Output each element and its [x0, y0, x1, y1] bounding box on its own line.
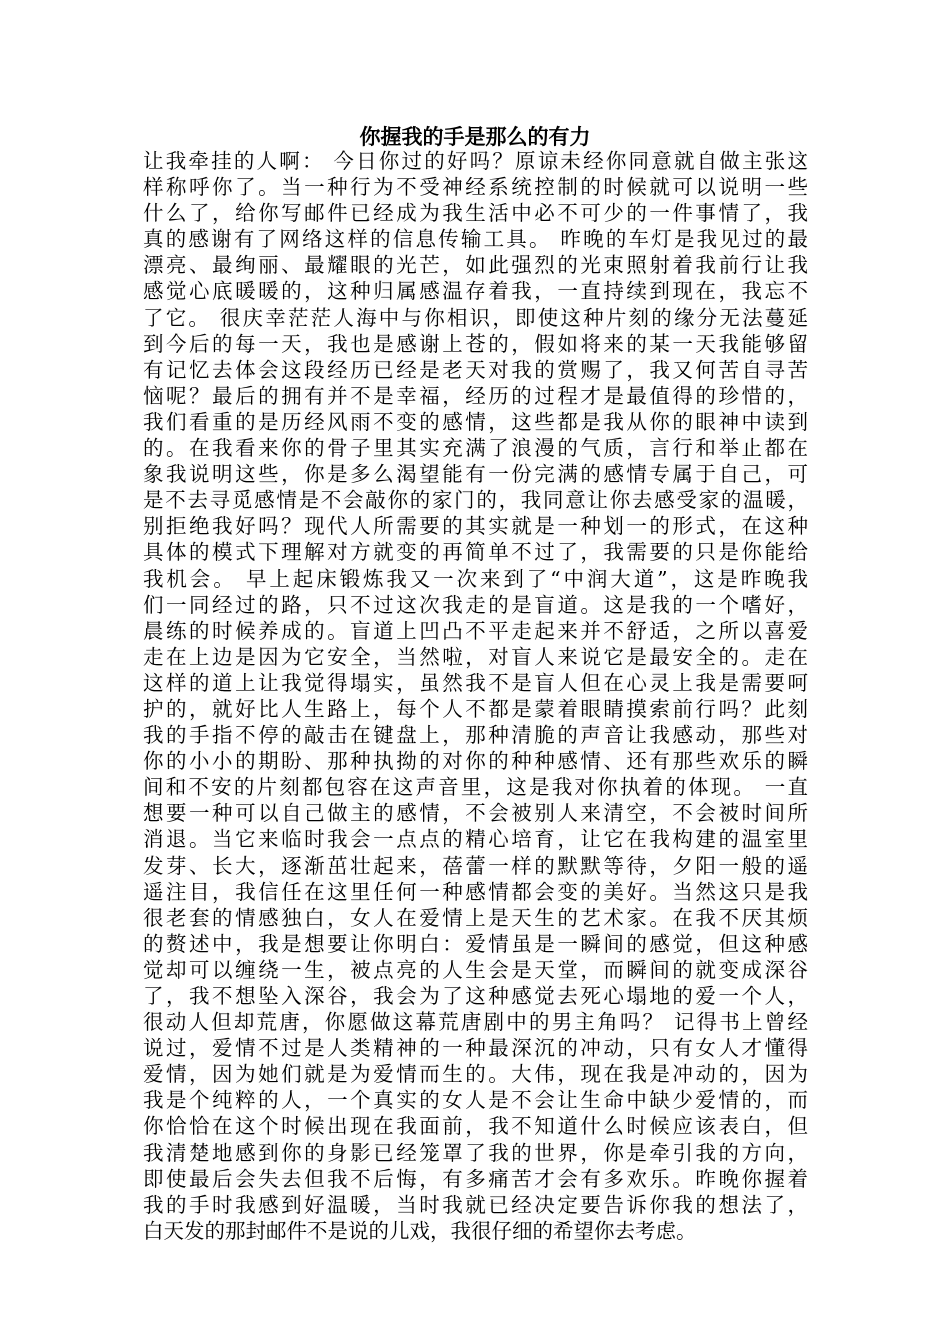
body-text-line: 你恰恰在这个时候出现在我面前，我不知道什么时候应该表白，但	[143, 1114, 808, 1139]
body-text-line: 间和不安的片刻都包容在这声音里，这是我对你执着的体现。 一直	[143, 775, 808, 800]
body-text-line: 说过，爱情不过是人类精神的一种最深沉的冲动，只有女人才懂得	[143, 1036, 808, 1061]
body-text-line: 象我说明这些，你是多么渴望能有一份完满的感情专属于自己，可	[143, 462, 808, 487]
body-text-line: 感觉心底暖暖的，这种归属感温存着我，一直持续到现在，我忘不	[143, 279, 808, 304]
body-text-line: 想要一种可以自己做主的感情，不会被别人来清空，不会被时间所	[143, 801, 808, 826]
body-text-line: 真的感谢有了网络这样的信息传输工具。 昨晚的车灯是我见过的最	[143, 227, 808, 252]
body-text-line: 白天发的那封邮件不是说的儿戏，我很仔细的希望你去考虑。	[143, 1218, 697, 1243]
body-text-line: 你的小小的期盼、那种执拗的对你的种种感情、还有那些欢乐的瞬	[143, 749, 808, 774]
body-text-line: 的。在我看来你的骨子里其实充满了浪漫的气质，言行和举止都在	[143, 436, 808, 461]
body-text-line: 很老套的情感独白，女人在爱情上是天生的艺术家。在我不厌其烦	[143, 905, 808, 930]
body-text-line: 别拒绝我好吗？现代人所需要的其实就是一种划一的形式，在这种	[143, 514, 808, 539]
body-text-line: 让我牵挂的人啊： 今日你过的好吗？原谅未经你同意就自做主张这	[143, 149, 808, 173]
body-text-line: 漂亮、最绚丽、最耀眼的光芒，如此强烈的光束照射着我前行让我	[143, 253, 808, 278]
body-text-line: 爱情，因为她们就是为爱情而生的。大伟，现在我是冲动的，因为	[143, 1062, 808, 1087]
body-text-line: 这样的道上让我觉得塌实，虽然我不是盲人但在心灵上我是需要呵	[143, 670, 808, 695]
body-text-line: 我们看重的是历经风雨不变的感情，这些都是我从你的眼神中读到	[143, 409, 808, 434]
body-text-line: 是不去寻觅感情是不会敲你的家门的，我同意让你去感受家的温暖，	[143, 488, 808, 513]
body-text-line: 具体的模式下理解对方就变的再简单不过了，我需要的只是你能给	[143, 540, 808, 565]
body-text-line: 的赘述中，我是想要让你明白：爱情虽是一瞬间的感觉，但这种感	[143, 931, 808, 956]
document-body	[143, 148, 808, 1244]
body-text-line: 我机会。 早上起床锻炼我又一次来到了“中润大道”，这是昨晚我	[143, 566, 808, 591]
body-text-line: 我是个纯粹的人，一个真实的女人是不会让生命中缺少爱情的，而	[143, 1088, 808, 1113]
body-text-line: 们一同经过的路，只不过这次我走的是盲道。这是我的一个嗜好，	[143, 592, 808, 617]
body-text-line: 到今后的每一天，我也是感谢上苍的，假如将来的某一天我能够留	[143, 331, 808, 356]
body-text-line: 遥注目，我信任在这里任何一种感情都会变的美好。当然这只是我	[143, 879, 808, 904]
body-text-line: 了它。 很庆幸茫茫人海中与你相识，即使这种片刻的缘分无法蔓延	[143, 305, 808, 330]
document-title: 你握我的手是那么的有力	[359, 124, 591, 149]
body-text-line: 即使最后会失去但我不后悔，有多痛苦才会有多欢乐。昨晚你握着	[143, 1166, 808, 1191]
body-text-line: 我的手时我感到好温暖，当时我就已经决定要告诉你我的想法了，	[143, 1192, 808, 1217]
body-text-line: 走在上边是因为它安全，当然啦，对盲人来说它是最安全的。走在	[143, 644, 808, 669]
body-text-line: 什么了，给你写邮件已经成为我生活中必不可少的一件事情了，我	[143, 201, 808, 226]
body-text-line: 了，我不想坠入深谷，我会为了这种感觉去死心塌地的爱一个人，	[143, 984, 808, 1008]
body-text-line: 很动人但却荒唐，你愿做这幕荒唐剧中的男主角吗？ 记得书上曾经	[143, 1010, 808, 1035]
body-text-line: 样称呼你了。当一种行为不受神经系统控制的时候就可以说明一些	[143, 175, 808, 200]
body-text-line: 消退。当它来临时我会一点点的精心培育，让它在我构建的温室里	[143, 827, 808, 852]
body-text-line: 恼呢？最后的拥有并不是幸福，经历的过程才是最值得的珍惜的，	[143, 383, 808, 408]
body-text-line: 晨练的时候养成的。盲道上凹凸不平走起来并不舒适，之所以喜爱	[143, 618, 808, 643]
body-text-line: 觉却可以缠绕一生，被点亮的人生会是天堂，而瞬间的就变成深谷	[143, 957, 808, 982]
body-text-line: 有记忆去体会这段经历已经是老天对我的赏赐了，我又何苦自寻苦	[143, 357, 808, 382]
body-text-line: 我的手指不停的敲击在键盘上，那种清脆的声音让我感动，那些对	[143, 723, 808, 748]
body-text-line: 发芽、长大，逐渐茁壮起来，蓓蕾一样的默默等待，夕阳一般的遥	[143, 853, 808, 878]
body-text-line: 护的，就好比人生路上，每个人不都是蒙着眼睛摸索前行吗？此刻	[143, 696, 808, 721]
body-text-line: 我清楚地感到你的身影已经笼罩了我的世界，你是牵引我的方向，	[143, 1140, 808, 1165]
